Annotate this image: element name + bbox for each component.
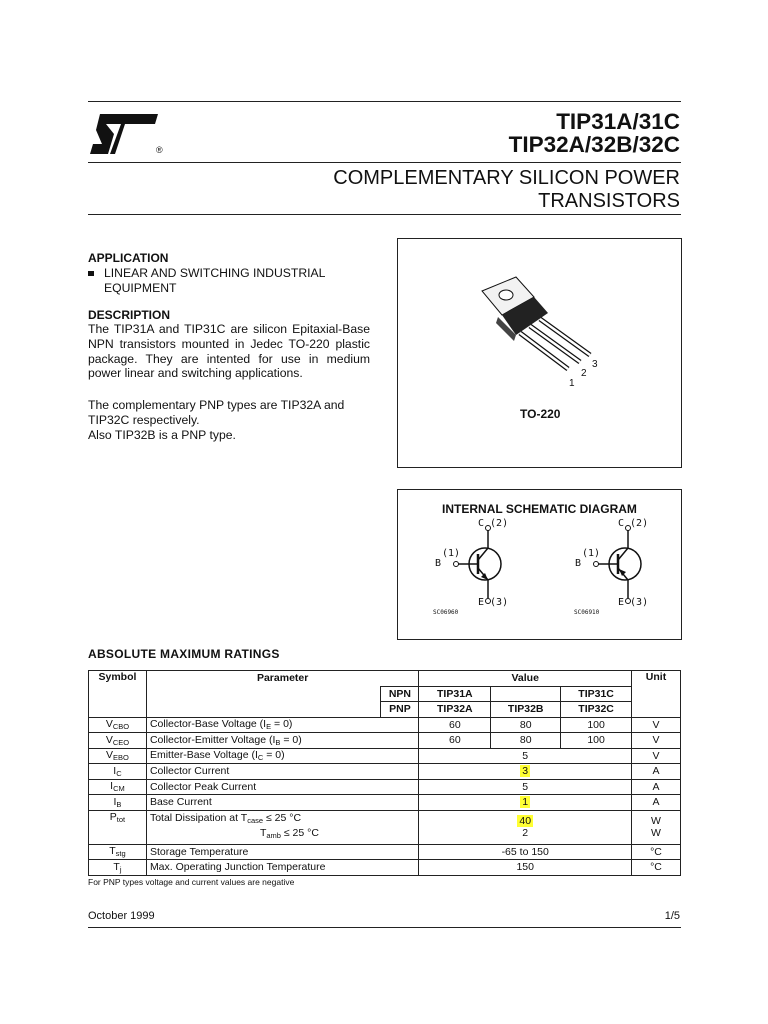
pnp-label: PNP <box>381 702 419 718</box>
ratings-table <box>88 670 681 876</box>
value-cell: 100 <box>561 717 632 733</box>
symbol-cell: $P_{tot}$ <box>89 810 147 844</box>
unit-cell: °C <box>632 860 681 876</box>
npn-c-type: TIP31C <box>561 686 632 702</box>
symbol-cell: $T_{stg}$ <box>89 844 147 860</box>
unit-cell: V <box>632 717 681 733</box>
unit-cell: V <box>632 748 681 764</box>
pnp-base-pin: (1) <box>582 548 601 559</box>
value-cell <box>419 795 632 811</box>
parameter-cell: Collector Current <box>146 764 418 780</box>
symbol-cell: $V_{CEO}$ <box>89 733 147 749</box>
npn-b-type <box>491 686 561 702</box>
unit-cell: A <box>632 764 681 780</box>
unit-header: Unit <box>632 671 681 718</box>
package-box <box>397 238 682 468</box>
subtitle-line2: TRANSISTORS <box>538 190 680 212</box>
parameter-cell: Storage Temperature <box>146 844 418 860</box>
symbol-cell: $V_{EBO}$ <box>89 748 147 764</box>
npn-base-label: B <box>435 558 442 569</box>
unit-cell: W W <box>632 810 681 844</box>
application-heading: APPLICATION <box>88 251 169 265</box>
symbol-header: Symbol <box>89 671 147 718</box>
parameter-cell: Total Dissipation at $T_{case} \le 25$ °C $T_{amb} \le 25$ °C <box>146 810 418 844</box>
value-cell: 80 <box>491 717 561 733</box>
parameter-header: Parameter <box>146 671 418 687</box>
pnp-types-row <box>89 702 681 718</box>
ratings-heading: ABSOLUTE MAXIMUM RATINGS <box>88 647 280 661</box>
top-rule <box>88 101 681 102</box>
pnp-collector-label: C (2) <box>618 518 649 529</box>
parameter-cell: Emitter-Base Voltage $(I_C = 0)$ <box>146 748 418 764</box>
application-item: LINEAR AND SWITCHING INDUSTRIAL EQUIPMENT <box>104 266 326 295</box>
parameter-cell: Max. Operating Junction Temperature <box>146 860 418 876</box>
value-cell: 150 <box>419 860 632 876</box>
value-cell: -65 to 150 <box>419 844 632 860</box>
description-paragraph-2: The complementary PNP types are TIP32A and TIP32C respectively. <box>88 398 345 427</box>
symbol-cell: $T_j$ <box>89 860 147 876</box>
bullet-icon <box>88 271 94 276</box>
pnp-base-label: B <box>575 558 582 569</box>
package-label: TO-220 <box>520 407 561 421</box>
description-paragraph-3: Also TIP32B is a PNP type. <box>88 428 236 442</box>
parameter-cell: Base Current <box>146 795 418 811</box>
npn-base-pin: (1) <box>442 548 461 559</box>
table-row <box>89 748 681 764</box>
unit-cell: A <box>632 795 681 811</box>
part-number-line2: TIP32A/32B/32C <box>508 132 680 157</box>
value-cell: 60 <box>419 733 491 749</box>
table-row <box>89 844 681 860</box>
part-number-line1: TIP31A/31C <box>556 109 680 134</box>
parameter-cell: Collector-Base Voltage $(I_E = 0)$ <box>146 717 418 733</box>
schematic-box <box>397 489 682 640</box>
pin-1-label: 1 <box>569 378 575 389</box>
table-row <box>89 733 681 749</box>
npn-label: NPN <box>381 686 419 702</box>
pin-2-label: 2 <box>581 368 587 379</box>
highlighted-value: 3 <box>522 765 529 778</box>
description-heading: DESCRIPTION <box>88 308 171 322</box>
value-cell: 5 <box>419 748 632 764</box>
description-paragraph-1: The TIP31A and TIP31C are silicon Epitaxial-Base NPN transistors mounted in Jedec TO-220 plastic package. They are intented for use in medium power linear and switching applications. <box>88 322 370 381</box>
schematic-title: INTERNAL SCHEMATIC DIAGRAM <box>442 502 637 516</box>
value-cell: 80 <box>491 733 561 749</box>
title-rule <box>88 162 681 163</box>
table-header-row <box>89 671 681 687</box>
pnp-emitter-label: E (3) <box>618 597 649 608</box>
value-header: Value <box>419 671 632 687</box>
table-row <box>89 779 681 795</box>
table-row <box>89 717 681 733</box>
footer-date: October 1999 <box>88 910 155 922</box>
pnp-diagram-code: SC06910 <box>574 609 600 616</box>
symbol-cell: $I_C$ <box>89 764 147 780</box>
value-cell: 40 2 <box>419 810 632 844</box>
symbol-cell: $V_{CBO}$ <box>89 717 147 733</box>
pnp-a-type: TIP32A <box>419 702 491 718</box>
page-number: 1/5 <box>664 910 680 922</box>
table-row <box>89 810 681 844</box>
table-row <box>89 860 681 876</box>
npn-diagram-code: SC06960 <box>433 609 459 616</box>
table-row <box>89 795 681 811</box>
highlighted-value: 40 <box>519 814 532 827</box>
value-cell: 100 <box>561 733 632 749</box>
npn-types-row <box>89 686 681 702</box>
symbol-cell: $I_{CM}$ <box>89 779 147 795</box>
highlighted-value: 1 <box>522 796 529 809</box>
parameter-cell: Collector Peak Current <box>146 779 418 795</box>
value-cell: 5 <box>419 779 632 795</box>
parameter-cell: Collector-Emitter Voltage $(I_B = 0)$ <box>146 733 418 749</box>
unit-cell: V <box>632 733 681 749</box>
symbol-cell: $I_B$ <box>89 795 147 811</box>
subtitle-rule <box>88 214 681 215</box>
pnp-b-type: TIP32B <box>491 702 561 718</box>
registered-mark: ® <box>156 145 163 155</box>
npn-a-type: TIP31A <box>419 686 491 702</box>
pnp-c-type: TIP32C <box>561 702 632 718</box>
empty-cell <box>146 686 380 702</box>
unit-cell: °C <box>632 844 681 860</box>
pin-3-label: 3 <box>592 359 598 370</box>
value-cell: 60 <box>419 717 491 733</box>
footer-rule <box>88 927 681 928</box>
value-cell <box>419 764 632 780</box>
unit-cell: A <box>632 779 681 795</box>
npn-collector-label: C (2) <box>478 518 509 529</box>
table-row <box>89 764 681 780</box>
subtitle-line1: COMPLEMENTARY SILICON POWER <box>333 167 680 189</box>
table-footnote: For PNP types voltage and current values are negative <box>88 877 295 887</box>
npn-emitter-label: E (3) <box>478 597 509 608</box>
empty-cell <box>146 702 380 718</box>
